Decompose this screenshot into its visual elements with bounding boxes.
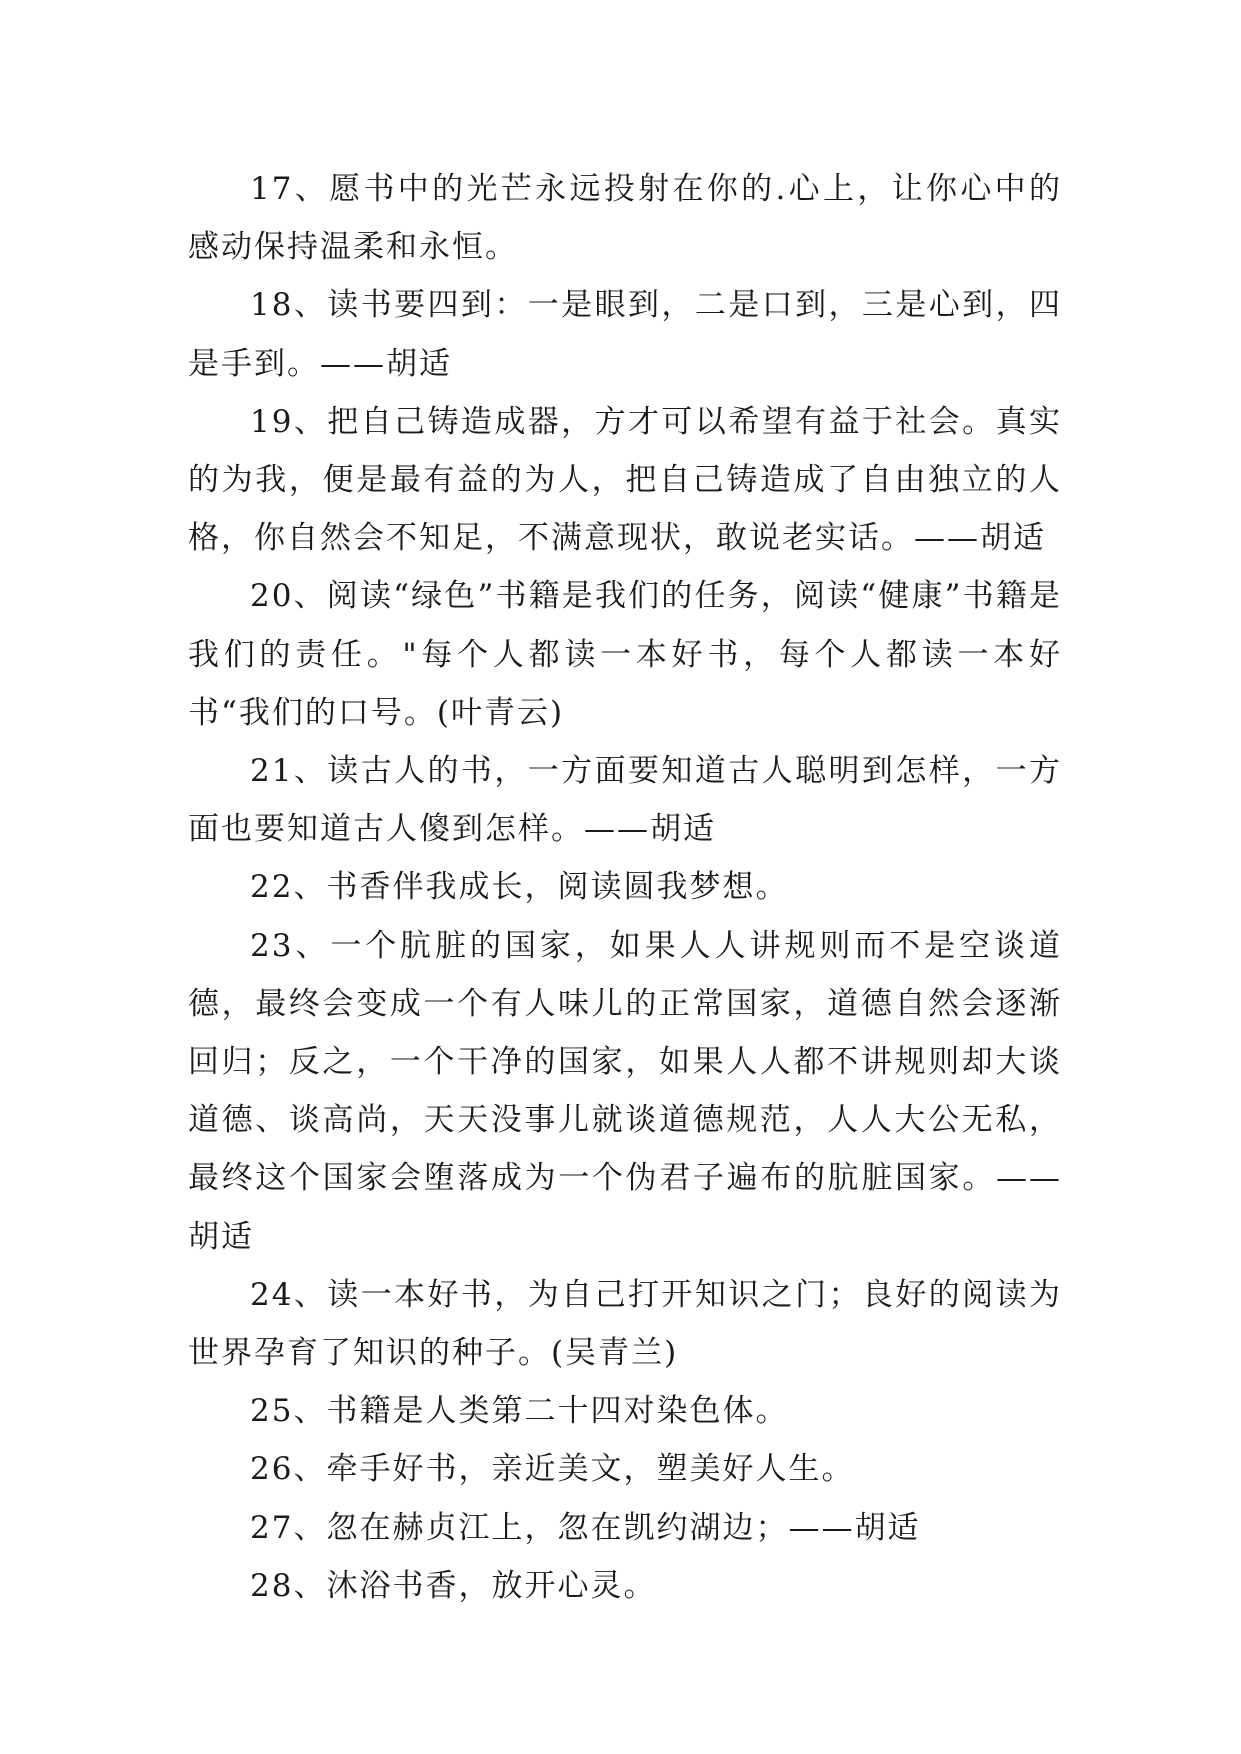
quote-paragraph-17: 17、愿书中的光芒永远投射在你的.心上，让你心中的感动保持温柔和永恒。 (188, 171, 1062, 266)
quote-paragraph-26: 26、牵手好书，亲近美文，塑美好人生。 (250, 1451, 855, 1488)
quote-paragraph-23: 23、一个肮脏的国家，如果人人讲规则而不是空谈道德，最终会变成一个有人味儿的正常国家，道德自然会逐渐回归；反之，一个干净的国家，如果人人都不讲规则却大谈道德、谈高尚，天天没事儿就谈道德规范，人人大公无私，最终这个国家会堕落成为一个伪君子遍布的肮脏国家。——胡适 (188, 927, 1062, 1255)
quote-paragraph-27: 27、忽在赫贞江上，忽在凯约湖边；——胡适 (250, 1509, 921, 1546)
quote-paragraph-22: 22、书香伴我成长，阅读圆我梦想。 (250, 869, 789, 906)
quote-paragraph-20: 20、阅读“绿色”书籍是我们的任务，阅读“健康”书籍是我们的责任。"每个人都读一本好书，每个人都读一本好书“我们的口号。(叶青云) (188, 578, 1062, 731)
document-body (188, 160, 1062, 1615)
quote-paragraph-18: 18、读书要四到：一是眼到，二是口到，三是心到，四是手到。——胡适 (188, 287, 1062, 382)
quote-paragraph-28: 28、沐浴书香，放开心灵。 (250, 1567, 657, 1604)
quote-paragraph-21: 21、读古人的书，一方面要知道古人聪明到怎样，一方面也要知道古人傻到怎样。——胡适 (188, 753, 1062, 848)
quote-paragraph-25: 25、书籍是人类第二十四对染色体。 (250, 1393, 789, 1430)
quote-paragraph-24: 24、读一本好书，为自己打开知识之门；良好的阅读为世界孕育了知识的种子。(吴青兰) (188, 1276, 1062, 1372)
quote-paragraph-19: 19、把自己铸造成器，方才可以希望有益于社会。真实的为我，便是最有益的为人，把自己铸造成了自由独立的人格，你自然会不知足，不满意现状，敢说老实话。——胡适 (188, 403, 1062, 557)
